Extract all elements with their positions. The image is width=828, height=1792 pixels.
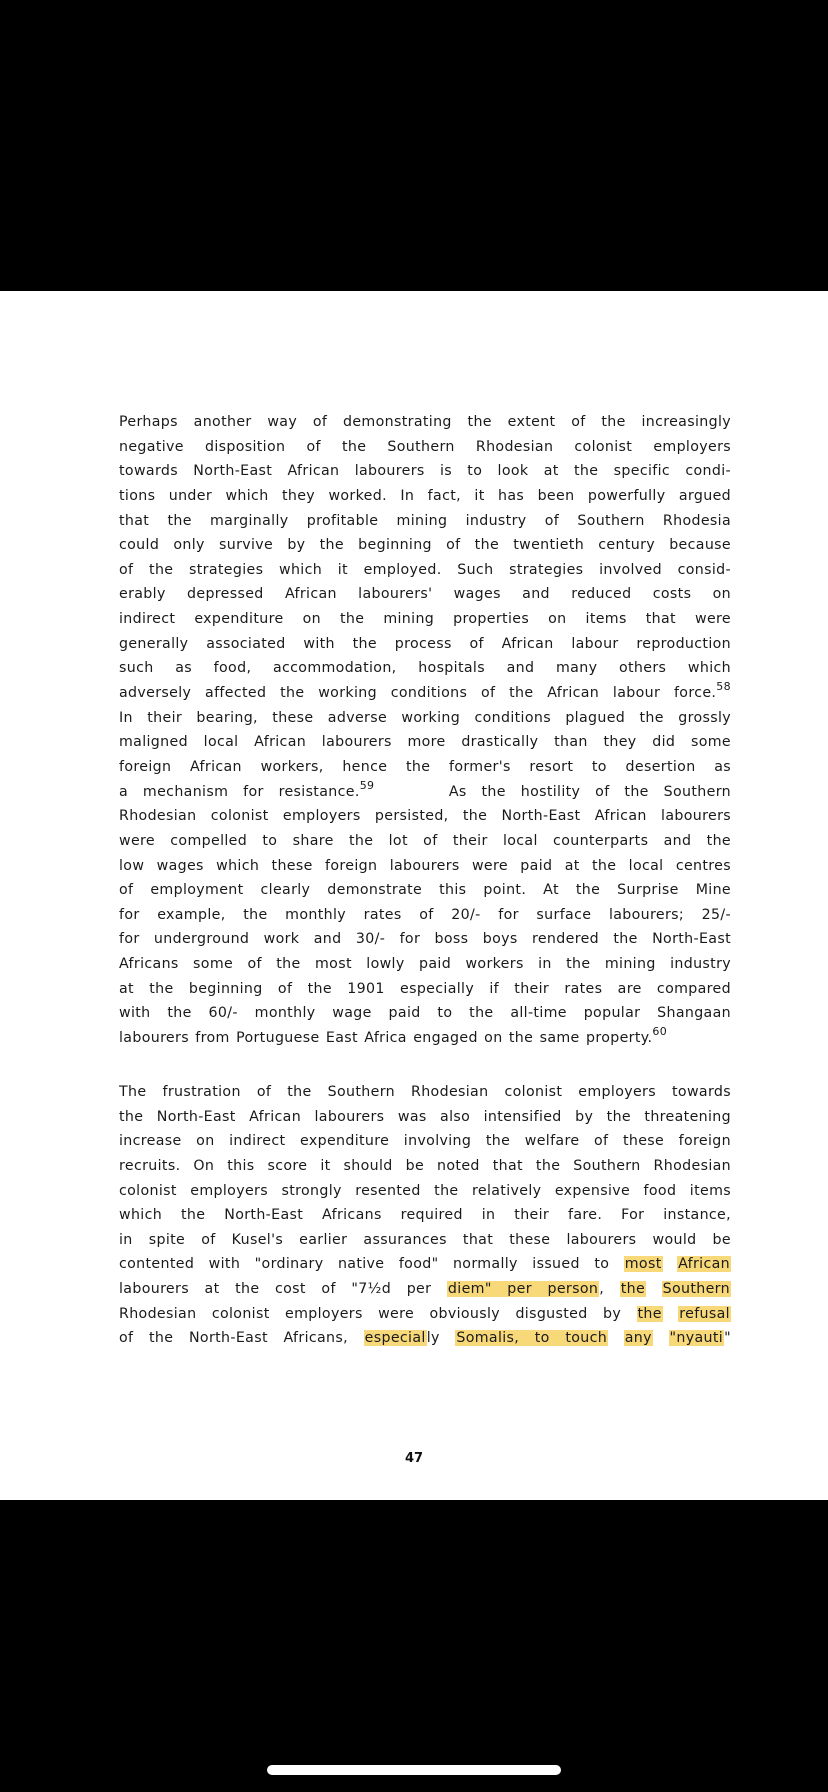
text-segment [608, 1330, 624, 1346]
text-line [119, 780, 731, 805]
text-line: could only survive by the beginning of the twentieth century because [119, 537, 731, 554]
text-segment: labourers from Portuguese East Africa engaged on the same property. [119, 1030, 653, 1047]
highlight[interactable]: African [678, 1256, 730, 1273]
text-line [119, 681, 731, 706]
text-line: of the strategies which it employed. Such strategies involved consid- [119, 561, 731, 578]
text-line: Africans some of the most lowly paid workers in the mining industry [119, 956, 731, 973]
text-line: generally associated with the process of African labour reproduction [119, 635, 731, 652]
highlight[interactable]: Somalis, to touch [456, 1330, 608, 1347]
text-line: Rhodesian colonist employers persisted, the North-East African labourers [119, 808, 731, 825]
text-line: that the marginally profitable mining industry of Southern Rhodesia [119, 512, 731, 529]
text-line: negative disposition of the Southern Rhodesian colonist employers [119, 438, 731, 455]
text-line: The frustration of the Southern Rhodesian colonist employers towards [119, 1084, 731, 1100]
text-line: recruits. On this score it should be noted that the Southern Rhodesian [119, 1157, 731, 1174]
text-line: low wages which these foreign labourers were paid at the local centres [119, 857, 731, 874]
highlight[interactable]: the [620, 1281, 646, 1298]
text-segment [646, 1281, 662, 1297]
highlight[interactable]: Southern [662, 1281, 730, 1298]
text-line: Perhaps another way of demonstrating the extent of the increasingly [119, 414, 731, 430]
text-segment: adversely affected the working conditions of the African labour force. [119, 685, 717, 702]
footnote-ref-60: 60 [652, 1025, 668, 1039]
highlight[interactable]: especial [364, 1330, 426, 1347]
text-line: for underground work and 30/- for boss boys rendered the North-East [119, 931, 731, 948]
text-line: such as food, accommodation, hospitals and many others which [119, 660, 731, 677]
text-segment: ly [426, 1330, 456, 1347]
text-segment [663, 1256, 677, 1272]
text-segment: Rhodesian colonist employers were obviously disgusted by [119, 1305, 637, 1322]
highlight[interactable]: "nyauti [669, 1330, 724, 1347]
text-segment: contented with "ordinary native food" normally issued to [119, 1256, 624, 1273]
highlight[interactable]: most [624, 1256, 662, 1273]
text-line: were compelled to share the lot of their local counterparts and the [119, 832, 731, 849]
text-line: colonist employers strongly resented the relatively expensive food items [119, 1182, 731, 1199]
text-segment [653, 1330, 669, 1346]
text-line [119, 1277, 731, 1302]
text-line: with the 60/- monthly wage paid to the all-time popular Shangaan [119, 1005, 731, 1022]
text-line: which the North-East Africans required in their fare. For instance, [119, 1207, 731, 1224]
highlight[interactable]: diem" per person [447, 1281, 599, 1298]
text-line: maligned local African labourers more drastically than they did some [119, 734, 731, 751]
text-segment: , [599, 1281, 620, 1298]
text-segment: a mechanism for resistance. [119, 783, 360, 800]
paragraph-1 [119, 410, 731, 1051]
text-segment: As the hostility of the Southern [448, 783, 731, 800]
text-line [119, 1026, 731, 1051]
text-line: the North-East African labourers was also intensified by the threatening [119, 1108, 731, 1125]
text-line: towards North-East African labourers is to look at the specific condi- [119, 463, 731, 480]
text-segment [663, 1306, 678, 1322]
text-line: at the beginning of the 1901 especially if their rates are compared [119, 980, 731, 997]
footnote-ref-59: 59 [359, 778, 375, 792]
text-line: foreign African workers, hence the former's resort to desertion as [119, 758, 731, 775]
document-page [0, 291, 828, 1500]
paragraph-2 [119, 1080, 731, 1351]
page-number: 47 [404, 1451, 424, 1466]
text-line: In their bearing, these adverse working conditions plagued the grossly [119, 709, 731, 726]
text-line: erably depressed African labourers' wages and reduced costs on [119, 586, 731, 603]
highlight[interactable]: any [624, 1330, 652, 1347]
text-line [119, 1302, 731, 1327]
highlight[interactable]: the [637, 1305, 662, 1322]
highlight[interactable]: refusal [679, 1305, 730, 1322]
text-line: in spite of Kusel's earlier assurances that these labourers would be [119, 1231, 731, 1248]
text-line: tions under which they worked. In fact, it has been powerfully argued [119, 487, 731, 504]
text-segment: of the North-East Africans, [119, 1330, 364, 1347]
text-line: of the North-East Africans, especially Somalis, to touch any "nyauti" [119, 1330, 731, 1347]
text-line: for example, the monthly rates of 20/- for surface labourers; 25/- [119, 906, 731, 923]
text-line: of employment clearly demonstrate this point. At the Surprise Mine [119, 882, 731, 899]
home-indicator[interactable] [267, 1765, 561, 1775]
footnote-ref-58: 58 [716, 680, 731, 694]
text-line [119, 1252, 731, 1277]
text-segment: labourers at the cost of "7½d per [119, 1281, 447, 1298]
text-line: increase on indirect expenditure involving the welfare of these foreign [119, 1133, 731, 1150]
text-line: indirect expenditure on the mining properties on items that were [119, 611, 731, 628]
